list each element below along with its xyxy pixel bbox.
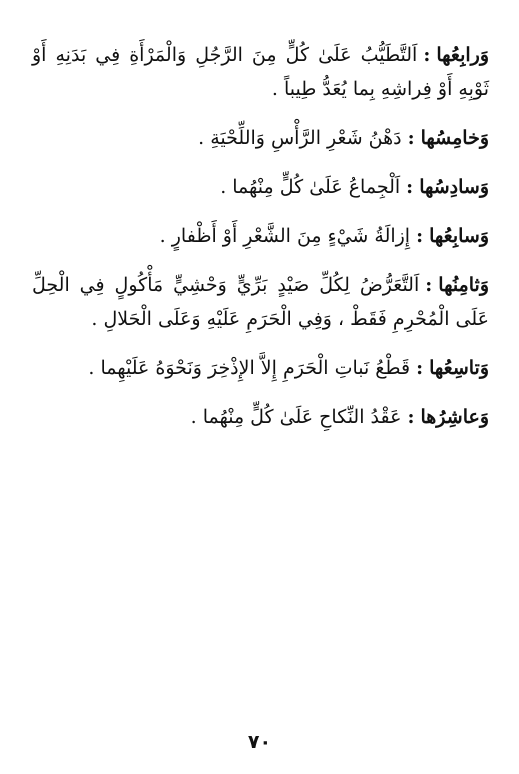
item-separator: : bbox=[423, 44, 431, 66]
item-text: اَلتَّطَيُّبُ عَلَىٰ كُلٍّ مِنَ الرَّجُلِ وَالْمَرْأَةِ فِي بَدَنِهِ أَوْ ثَوْبِهِ أَوْ فِراشِهِ بِما يُعَدُّ طِيباً . bbox=[32, 44, 489, 100]
item-text: عَقْدُ النِّكاحِ عَلَىٰ كُلٍّ مِنْهُما . bbox=[190, 406, 402, 428]
item-separator: : bbox=[407, 127, 415, 149]
item-separator: : bbox=[416, 225, 424, 247]
page-body bbox=[32, 38, 489, 434]
item-lead: وَسادِسُها bbox=[419, 176, 489, 198]
list-item bbox=[32, 219, 489, 253]
item-text: إِزالَةُ شَيْءٍ مِنَ الشَّعْرِ أَوْ أَظْفارٍ . bbox=[159, 225, 411, 247]
item-lead: وَخامِسُها bbox=[420, 127, 489, 149]
item-text: اَلتَّعَرُّضُ لِكُلِّ صَيْدٍ بَرِّيٍّ وَحْشِيٍّ مَأْكُولٍ فِي الْحِلِّ عَلَى الْمُحْرِمِ فَقَطْ ، وَفِي الْحَرَمِ عَلَيْهِ وَعَلَى الْحَلالِ . bbox=[32, 274, 489, 330]
list-item bbox=[32, 121, 489, 155]
item-lead: وَرابِعُها bbox=[436, 44, 489, 66]
page-number: ٧٠ bbox=[247, 731, 272, 753]
item-separator: : bbox=[416, 357, 424, 379]
item-lead: وَسابِعُها bbox=[429, 225, 489, 247]
item-lead: وَثامِنُها bbox=[438, 274, 489, 296]
item-text: قَطْعُ نَباتِ الْحَرَمِ إِلاَّ الإِذْخِرَ وَنَحْوَهُ عَلَيْهِما . bbox=[88, 357, 411, 379]
item-separator: : bbox=[406, 176, 414, 198]
item-lead: وَتاسِعُها bbox=[429, 357, 489, 379]
item-text: اَلْجِماعُ عَلَىٰ كُلٍّ مِنْهُما . bbox=[220, 176, 401, 198]
item-lead: وَعاشِرُها bbox=[420, 406, 489, 428]
list-item bbox=[32, 400, 489, 434]
item-separator: : bbox=[407, 406, 415, 428]
list-item bbox=[32, 170, 489, 204]
list-item bbox=[32, 268, 489, 336]
item-text: دَهْنُ شَعْرِ الرَّأْسِ وَاللِّحْيَةِ . bbox=[198, 127, 402, 149]
item-separator: : bbox=[425, 274, 433, 296]
list-item bbox=[32, 351, 489, 385]
list-item bbox=[32, 38, 489, 106]
